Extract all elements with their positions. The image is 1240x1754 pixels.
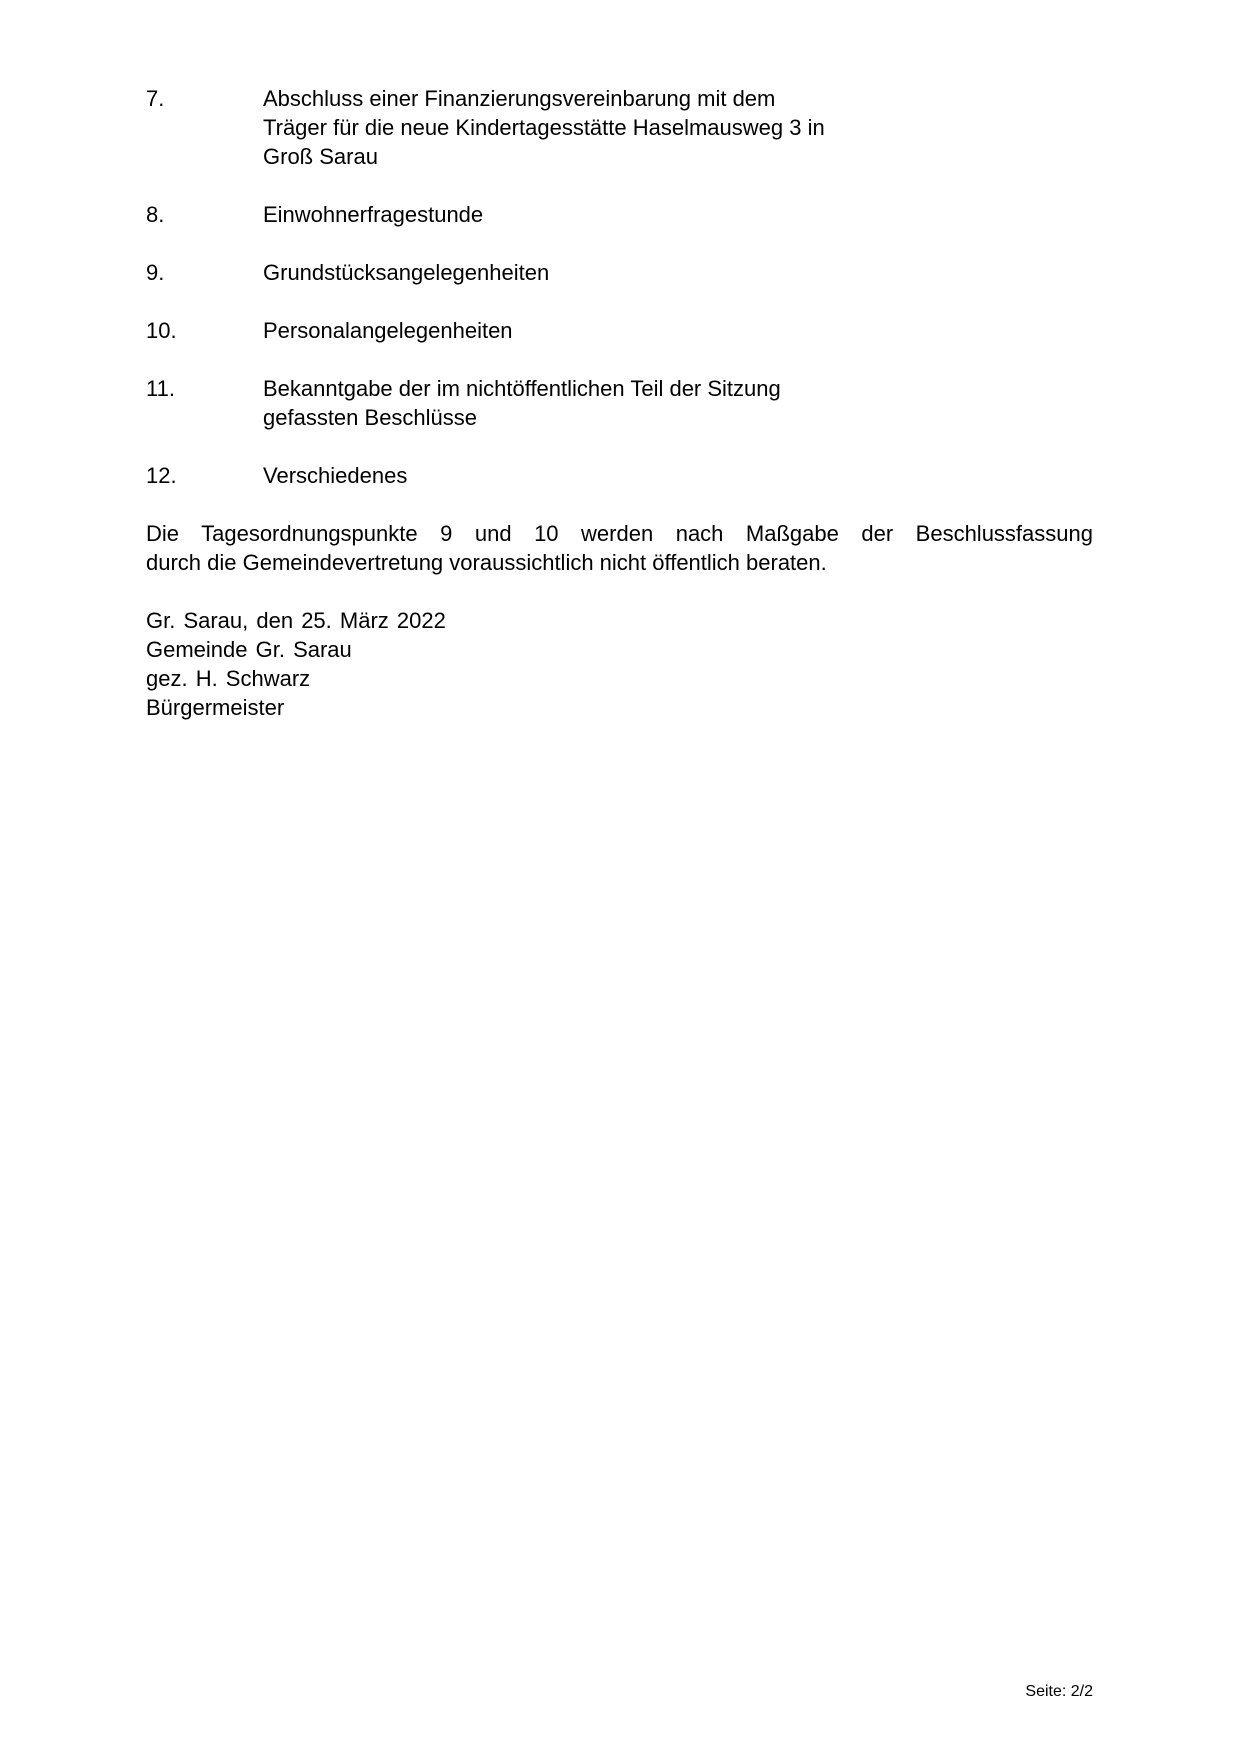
agenda-item-line: Verschiedenes xyxy=(263,463,408,488)
agenda-item-text xyxy=(263,84,1093,171)
agenda-item-line: Bekanntgabe der im nichtöffentlichen Teil der Sitzung xyxy=(263,376,781,401)
closing-signature: gez. H. Schwarz xyxy=(146,666,311,691)
agenda-item-11 xyxy=(146,374,1093,432)
agenda-content xyxy=(146,84,1093,722)
agenda-item-number: 8. xyxy=(146,202,165,227)
agenda-item-text xyxy=(263,316,1093,345)
closing-role: Bürgermeister xyxy=(146,695,285,720)
closing-place-date: Gr. Sarau, den 25. März 2022 xyxy=(146,608,446,633)
agenda-item-10 xyxy=(146,316,1093,345)
note-line: Die Tagesordnungspunkte 9 und 10 werden nach Maßgabe der Beschlussfassung xyxy=(146,521,1093,546)
agenda-item-number: 11. xyxy=(146,376,175,401)
agenda-item-text xyxy=(263,200,1093,229)
agenda-item-number: 12. xyxy=(146,463,177,488)
note-line: durch die Gemeindevertretung voraussichtlich nicht öffentlich beraten. xyxy=(146,550,827,575)
agenda-item-text xyxy=(263,461,1093,490)
agenda-item-line: Träger für die neue Kindertagesstätte Haselmausweg 3 in xyxy=(263,115,825,140)
non-public-note xyxy=(146,519,1093,577)
agenda-item-line: Personalangelegenheiten xyxy=(263,318,513,343)
agenda-item-12 xyxy=(146,461,1093,490)
agenda-item-line: gefassten Beschlüsse xyxy=(263,405,478,430)
page-number-footer: Seite: 2/2 xyxy=(1025,1683,1093,1700)
agenda-item-line: Grundstücksangelegenheiten xyxy=(263,260,550,285)
agenda-item-text xyxy=(263,258,1093,287)
agenda-item-line: Abschluss einer Finanzierungsvereinbarung mit dem xyxy=(263,86,776,111)
agenda-item-7 xyxy=(146,84,1093,171)
agenda-item-text xyxy=(263,374,1093,432)
closing-block xyxy=(146,606,1093,722)
agenda-item-number: 9. xyxy=(146,260,165,285)
agenda-item-9 xyxy=(146,258,1093,287)
agenda-item-number: 7. xyxy=(146,86,165,111)
agenda-item-number: 10. xyxy=(146,318,177,343)
agenda-item-8 xyxy=(146,200,1093,229)
closing-organization: Gemeinde Gr. Sarau xyxy=(146,637,352,662)
agenda-item-line: Groß Sarau xyxy=(263,144,378,169)
agenda-item-line: Einwohnerfragestunde xyxy=(263,202,484,227)
